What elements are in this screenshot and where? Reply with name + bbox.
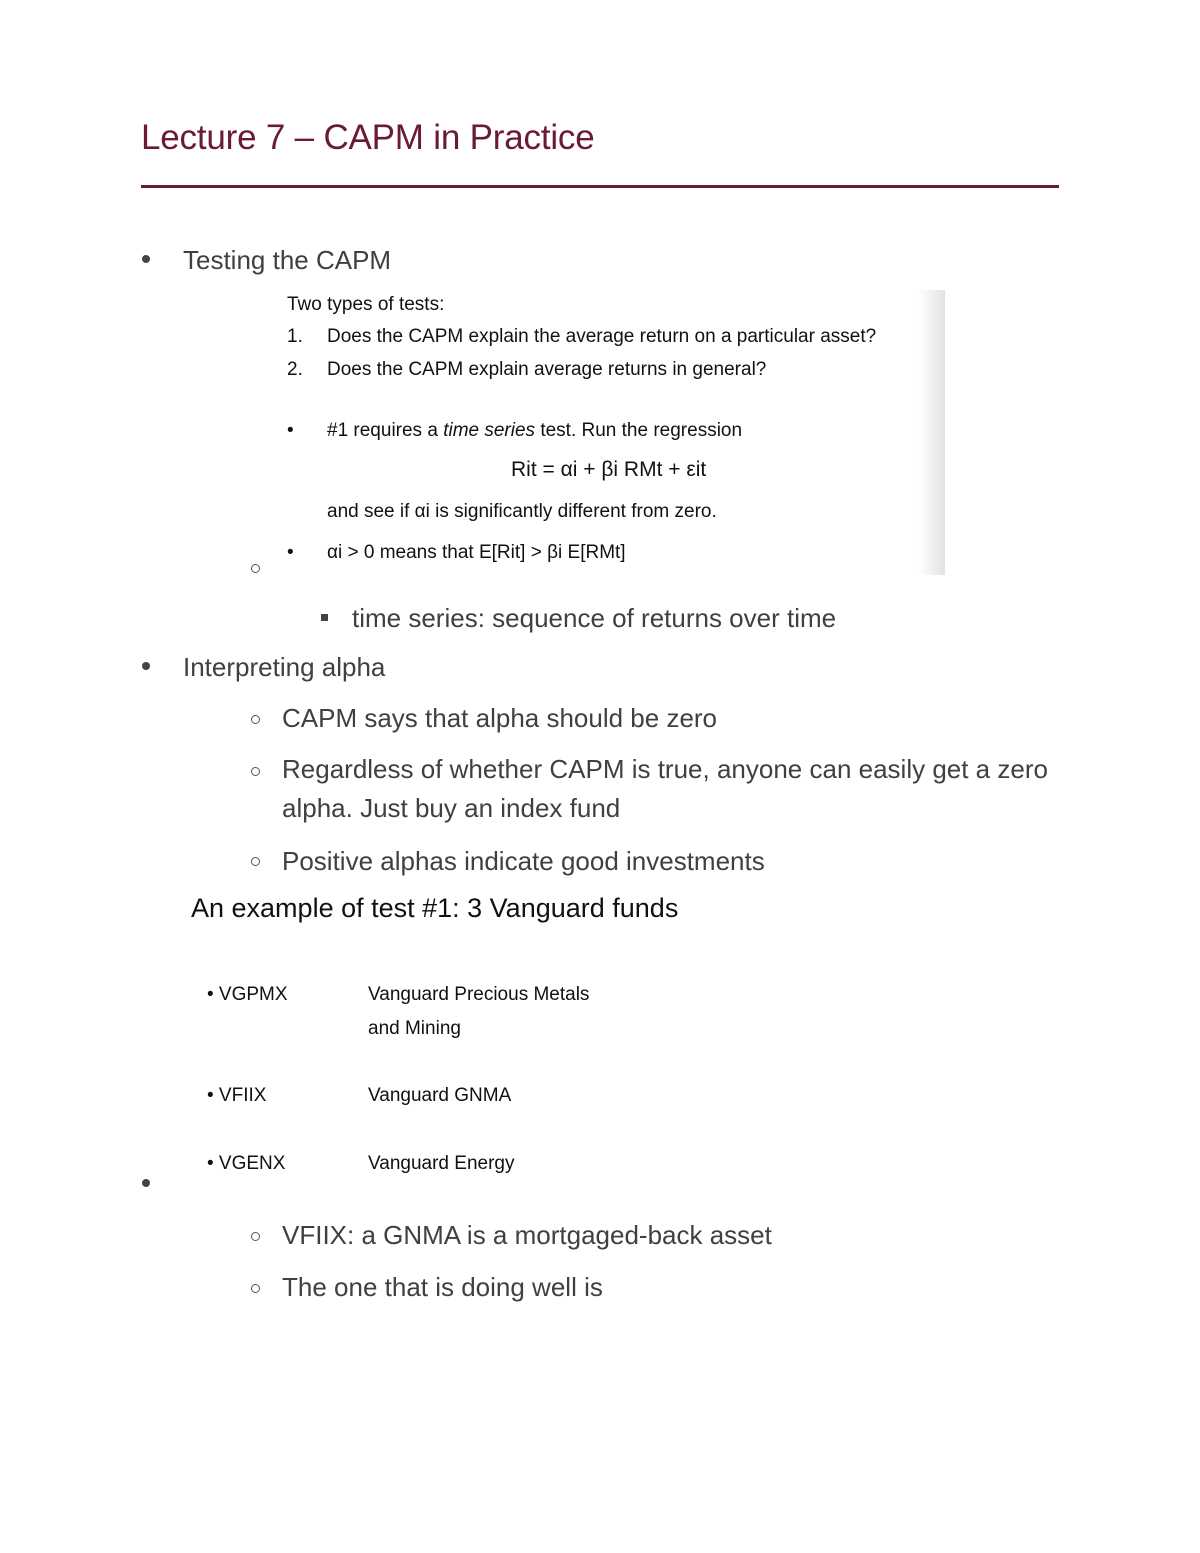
embedded-slide-tests: [245, 290, 945, 575]
slide-see-if: and see if αi is significantly different from zero.: [327, 501, 717, 522]
fund-ticker: • VGPMX: [207, 984, 288, 1005]
fund-ticker: • VFIIX: [207, 1085, 267, 1106]
slide-alpha-condition: αi > 0 means that E[Rit] > βi E[RMt]: [327, 542, 626, 563]
fund-point-1: VFIIX: a GNMA is a mortgaged-back asset: [282, 1220, 772, 1250]
b1-post: test. Run the regression: [535, 420, 743, 441]
sub-bullet-circle: [251, 715, 260, 724]
bullet-interpreting-alpha: Interpreting alpha: [183, 652, 386, 682]
bullet-dot: [142, 1179, 150, 1187]
title-underline: [141, 185, 1059, 188]
regression-equation: Rit = αi + βi RMt + εit: [511, 458, 707, 481]
slide-q2-number: 2.: [287, 359, 303, 380]
b1-pre: #1 requires a: [327, 420, 444, 441]
bullet-dot: [142, 255, 150, 263]
slide-q1-number: 1.: [287, 326, 303, 347]
alpha-point-3: Positive alphas indicate good investments: [282, 846, 765, 876]
slide-q1: Does the CAPM explain the average return on a particular asset?: [327, 326, 877, 347]
slide-bullet-time-series: [327, 420, 742, 442]
sub-bullet-circle: [251, 564, 260, 573]
vanguard-heading: An example of test #1: 3 Vanguard funds: [191, 893, 679, 923]
fund-name: Vanguard Energy: [368, 1153, 515, 1174]
fund-ticker: • VGENX: [207, 1153, 286, 1174]
slide-q2: Does the CAPM explain average returns in general?: [327, 359, 767, 380]
page-title: Lecture 7 – CAPM in Practice: [141, 118, 595, 157]
fund-name: Vanguard GNMA: [368, 1085, 512, 1106]
fund-name: Vanguard Precious Metals: [368, 984, 590, 1005]
slide-bullet-glyph: •: [287, 420, 294, 441]
square-bullet: [321, 614, 328, 621]
sub-bullet-circle: [251, 767, 260, 776]
alpha-point-1: CAPM says that alpha should be zero: [282, 703, 718, 733]
sub-bullet-circle: [251, 857, 260, 866]
bullet-testing-capm: Testing the CAPM: [183, 245, 392, 275]
sub-bullet-circle: [251, 1284, 260, 1293]
slide-intro: Two types of tests:: [287, 294, 445, 315]
alpha-point-2: Regardless of whether CAPM is true, anyone can easily get a zero alpha. Just buy an index fund: [282, 754, 1048, 823]
bullet-dot: [142, 662, 150, 670]
sub-bullet-circle: [251, 1232, 260, 1241]
fund-name-line2: and Mining: [368, 1018, 461, 1039]
bullet-time-series-def: time series: sequence of returns over time: [352, 603, 837, 633]
fund-point-2: The one that is doing well is: [282, 1272, 603, 1302]
b1-italic: time series: [443, 420, 536, 441]
slide-shadow: [919, 290, 945, 575]
slide-bullet-glyph-2: •: [287, 542, 294, 563]
